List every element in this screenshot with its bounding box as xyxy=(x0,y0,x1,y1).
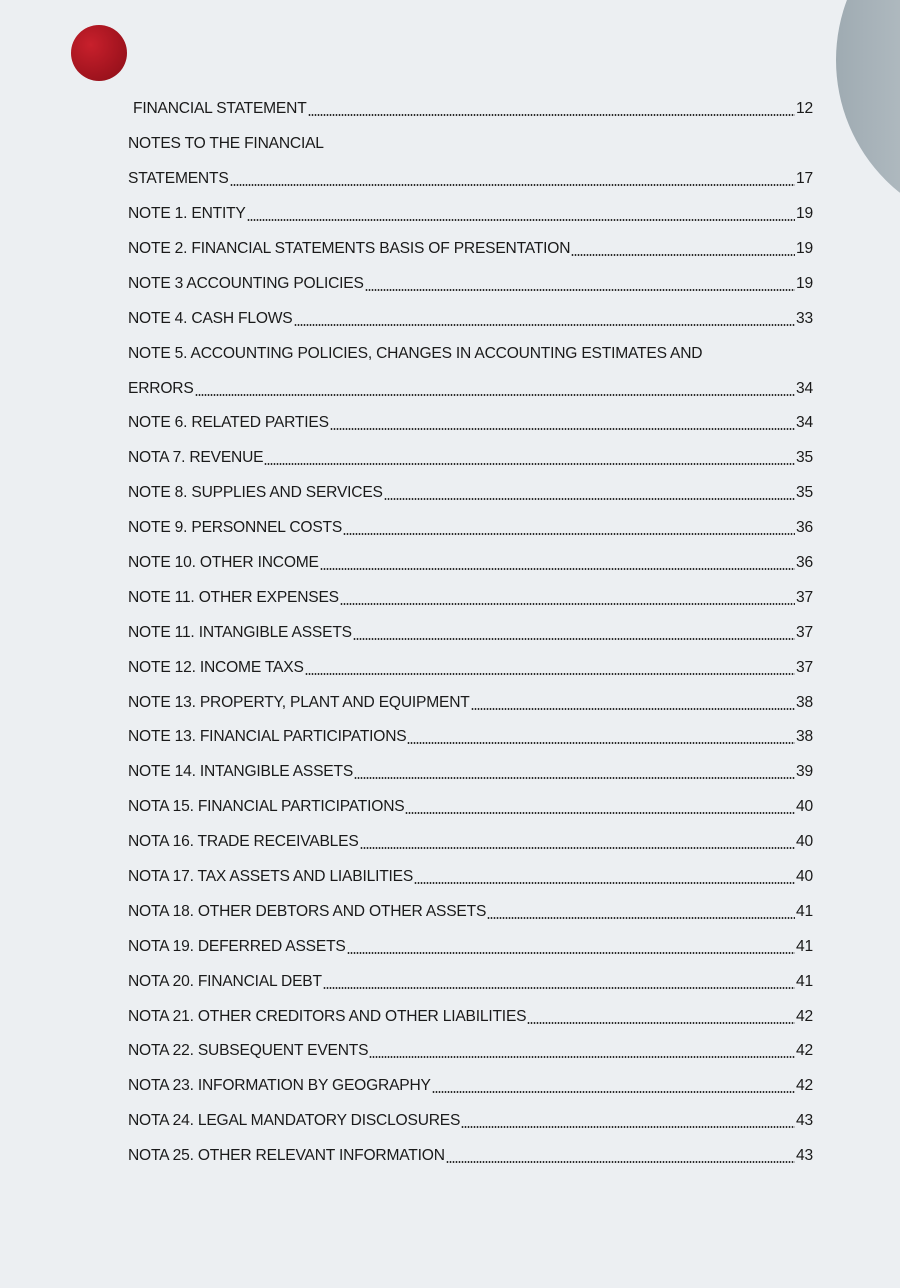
toc-entry-page-number: 43 xyxy=(796,1112,813,1130)
toc-dot-leader xyxy=(407,742,795,744)
toc-entry[interactable] xyxy=(128,301,813,336)
toc-entry-title: NOTE 6. RELATED PARTIES xyxy=(128,414,329,432)
toc-dot-leader xyxy=(365,289,795,291)
toc-entry-page-number: 36 xyxy=(796,519,813,537)
decorative-corner-arc xyxy=(836,0,900,230)
toc-entry-page-number: 19 xyxy=(796,274,813,292)
logo-dot xyxy=(71,25,127,81)
toc-entry-page-number: 42 xyxy=(796,1077,813,1095)
toc-entry-page-number: 19 xyxy=(796,205,813,223)
toc-dot-leader xyxy=(354,777,795,779)
toc-entry-page-number: 41 xyxy=(796,902,813,920)
toc-entry[interactable] xyxy=(128,92,813,127)
toc-entry[interactable] xyxy=(128,197,813,232)
toc-dot-leader xyxy=(230,184,796,186)
toc-dot-leader xyxy=(305,673,795,675)
toc-entry-page-number: 39 xyxy=(796,763,813,781)
toc-entry-title: NOTA 25. OTHER RELEVANT INFORMATION xyxy=(128,1147,445,1165)
toc-entry-page-number: 33 xyxy=(796,309,813,327)
toc-entry-page-number: 34 xyxy=(796,379,813,397)
toc-dot-leader xyxy=(571,254,795,256)
toc-entry-title: NOTE 14. INTANGIBLE ASSETS xyxy=(128,763,354,781)
toc-entry-page-number: 35 xyxy=(796,484,813,502)
toc-entry-page-number: 38 xyxy=(796,728,813,746)
toc-entry[interactable] xyxy=(128,929,813,964)
toc-entry[interactable] xyxy=(128,720,813,755)
toc-entry-title: NOTE 13. FINANCIAL PARTICIPATIONS xyxy=(128,728,407,746)
toc-entry[interactable] xyxy=(128,964,813,999)
toc-entry-title: NOTA 15. FINANCIAL PARTICIPATIONS xyxy=(128,798,405,816)
toc-dot-leader xyxy=(247,219,795,221)
toc-entry[interactable] xyxy=(128,546,813,581)
toc-entry-title: NOTA 19. DEFERRED ASSETS xyxy=(128,937,346,955)
table-of-contents xyxy=(128,92,813,1174)
toc-entry[interactable] xyxy=(128,790,813,825)
toc-entry[interactable] xyxy=(128,685,813,720)
toc-entry-title: NOTE 13. PROPERTY, PLANT AND EQUIPMENT xyxy=(128,693,470,711)
toc-dot-leader xyxy=(471,708,795,710)
toc-dot-leader xyxy=(347,952,795,954)
toc-entry[interactable] xyxy=(128,371,813,406)
toc-entry[interactable] xyxy=(128,266,813,301)
toc-entry[interactable] xyxy=(128,1139,813,1174)
toc-dot-leader xyxy=(320,568,795,570)
toc-entry-title: NOTA 23. INFORMATION BY GEOGRAPHY xyxy=(128,1077,431,1095)
toc-entry-title: STATEMENTS xyxy=(128,170,229,188)
toc-entry-page-number: 40 xyxy=(796,833,813,851)
toc-entry-title: NOTA 21. OTHER CREDITORS AND OTHER LIABILITIES xyxy=(128,1007,527,1025)
toc-dot-leader xyxy=(446,1161,795,1163)
toc-entry[interactable] xyxy=(128,999,813,1034)
toc-entry[interactable] xyxy=(128,615,813,650)
toc-dot-leader xyxy=(384,498,795,500)
toc-entry-page-number: 42 xyxy=(796,1042,813,1060)
toc-entry-page-number: 42 xyxy=(796,1007,813,1025)
toc-dot-leader xyxy=(353,638,795,640)
toc-entry-title: NOTE 2. FINANCIAL STATEMENTS BASIS OF PRESENTATION xyxy=(128,240,571,257)
toc-entry-title: NOTE 3 ACCOUNTING POLICIES xyxy=(128,274,364,292)
toc-entry-page-number: 38 xyxy=(796,693,813,711)
toc-dot-leader xyxy=(323,987,795,989)
toc-entry-title: NOTA 16. TRADE RECEIVABLES xyxy=(128,833,359,851)
toc-entry[interactable] xyxy=(128,894,813,929)
toc-dot-leader xyxy=(294,324,796,326)
toc-entry-title: ERRORS xyxy=(128,379,194,397)
toc-entry[interactable] xyxy=(128,232,813,267)
toc-entry[interactable] xyxy=(128,441,813,476)
toc-entry-title: NOTE 5. ACCOUNTING POLICIES, CHANGES IN ACCOUNTING ESTIMATES AND xyxy=(128,344,703,362)
toc-dot-leader xyxy=(330,428,795,430)
toc-entry-page-number: 37 xyxy=(796,658,813,676)
toc-entry-page-number: 40 xyxy=(796,798,813,816)
toc-dot-leader xyxy=(308,114,796,116)
toc-entry-title: NOTE 1. ENTITY xyxy=(128,205,246,223)
toc-entry-title: NOTA 7. REVENUE xyxy=(128,449,264,467)
toc-entry[interactable] xyxy=(128,162,813,197)
toc-entry-page-number: 37 xyxy=(796,623,813,641)
toc-entry-title: NOTE 4. CASH FLOWS xyxy=(128,309,293,327)
toc-dot-leader xyxy=(405,812,795,814)
toc-dot-leader xyxy=(432,1091,795,1093)
toc-dot-leader xyxy=(369,1056,795,1058)
toc-dot-leader xyxy=(195,394,796,396)
toc-entry[interactable] xyxy=(128,511,813,546)
toc-entry-page-number: 19 xyxy=(796,240,813,257)
toc-dot-leader xyxy=(340,603,795,605)
toc-dot-leader xyxy=(527,1022,795,1024)
toc-entry-page-number: 37 xyxy=(796,588,813,606)
toc-entry-page-number: 41 xyxy=(796,937,813,955)
toc-entry[interactable] xyxy=(128,406,813,441)
toc-dot-leader xyxy=(461,1126,795,1128)
toc-entry-title: FINANCIAL STATEMENT xyxy=(133,100,307,118)
toc-entry[interactable] xyxy=(128,476,813,511)
toc-dot-leader xyxy=(487,917,795,919)
toc-entry-title: NOTE 12. INCOME TAXS xyxy=(128,658,304,676)
toc-entry-page-number: 43 xyxy=(796,1147,813,1165)
toc-entry[interactable] xyxy=(128,1069,813,1104)
toc-entry-title: NOTA 17. TAX ASSETS AND LIABILITIES xyxy=(128,868,414,886)
toc-dot-leader xyxy=(414,882,795,884)
toc-entry[interactable] xyxy=(128,825,813,860)
toc-entry-page-number: 12 xyxy=(796,100,813,118)
toc-entry-page-number: 41 xyxy=(796,972,813,990)
toc-entry[interactable] xyxy=(128,1104,813,1139)
toc-entry[interactable] xyxy=(128,127,813,162)
toc-entry-title: NOTE 11. OTHER EXPENSES xyxy=(128,588,339,606)
toc-entry[interactable] xyxy=(128,1034,813,1069)
toc-entry-title: NOTE 9. PERSONNEL COSTS xyxy=(128,519,343,537)
toc-entry-title: NOTES TO THE FINANCIAL xyxy=(128,135,324,153)
toc-entry-title: NOTE 11. INTANGIBLE ASSETS xyxy=(128,623,352,641)
toc-entry[interactable] xyxy=(128,336,813,371)
toc-entry-page-number: 36 xyxy=(796,554,813,572)
toc-entry[interactable] xyxy=(128,860,813,895)
toc-entry[interactable] xyxy=(128,580,813,615)
toc-entry-title: NOTE 10. OTHER INCOME xyxy=(128,554,319,572)
toc-entry-title: NOTA 22. SUBSEQUENT EVENTS xyxy=(128,1042,369,1060)
toc-entry-title: NOTA 18. OTHER DEBTORS AND OTHER ASSETS xyxy=(128,902,487,920)
toc-entry-title: NOTE 8. SUPPLIES AND SERVICES xyxy=(128,484,383,502)
toc-dot-leader xyxy=(264,463,795,465)
toc-entry-page-number: 35 xyxy=(796,449,813,467)
toc-dot-leader xyxy=(343,533,795,535)
toc-entry-page-number: 40 xyxy=(796,868,813,886)
toc-entry[interactable] xyxy=(128,755,813,790)
toc-entry-title: NOTA 20. FINANCIAL DEBT xyxy=(128,972,322,990)
toc-entry-page-number: 17 xyxy=(796,170,813,188)
toc-entry[interactable] xyxy=(128,650,813,685)
toc-dot-leader xyxy=(360,847,796,849)
toc-entry-page-number: 34 xyxy=(796,414,813,432)
toc-entry-title: NOTA 24. LEGAL MANDATORY DISCLOSURES xyxy=(128,1112,461,1130)
